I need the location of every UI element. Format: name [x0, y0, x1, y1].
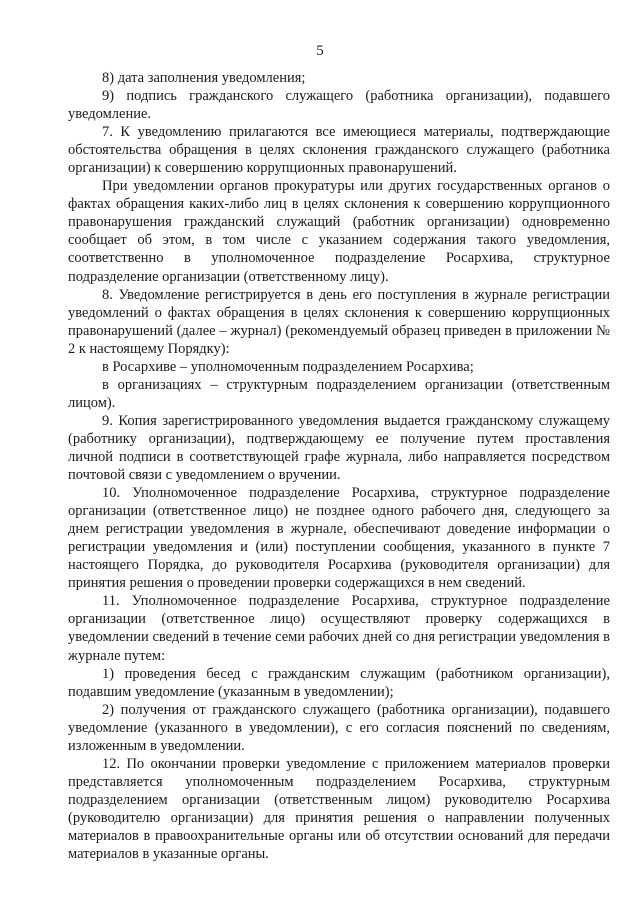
page-number: 5	[316, 43, 324, 59]
paragraph-item-9: 9) подпись гражданского служащего (работника организации), подавшего уведомление.	[68, 88, 610, 123]
paragraph-item-1-conversations: 1) проведения бесед с гражданским служащим (работником организации), подавшим уведомление (указанным в уведомлении);	[68, 665, 610, 700]
paragraph-clause-7: 7. К уведомлению прилагаются все имеющиеся материалы, подтверждающие обстоятельства обращения в целях склонения гражданского служащего (работника организации) к совершению коррупционных правонарушений.	[68, 124, 610, 177]
paragraph-clause-12: 12. По окончании проверки уведомление с приложением материалов проверки представляется уполномоченным подразделением Росархива, структурным подразделением организации (ответственным лицом) руководителю Росархива (руководителю организации) для принятия решения о направлении полученных материалов в правоохранительные органы или об отсутствии оснований для передачи материалов в указанные органы.	[68, 755, 610, 863]
paragraph-clause-10: 10. Уполномоченное подразделение Росархива, структурное подразделение организации (ответственное лицо) не позднее одного рабочего дня, следующего за днем регистрации уведомления в журнале, обеспечивают доведение информации о регистрации уведомления и (или) поступлении сообщения, указанного в пункте 7 настоящего Порядка, до руководителя Росархива (руководителя организации) для принятия решения о проведении проверки содержащихся в нем сведений.	[68, 485, 610, 592]
paragraph-clause-11: 11. Уполномоченное подразделение Росархива, структурное подразделение организации (ответственное лицо) осуществляют проверку содержащихся в уведомлении сведений в течение семи рабочих дней со дня регистрации уведомления в журнале путем:	[68, 593, 610, 664]
paragraph-clause-9: 9. Копия зарегистрированного уведомления выдается гражданскому служащему (работнику организации), подтверждающему ее получение путем проставления личной подписи в соответствующей графе журнала, либо направляется посредством почтовой связи с уведомлением о вручении.	[68, 412, 610, 484]
paragraph-prosecutor-notice: При уведомлении органов прокуратуры или других государственных органов о фактах обращения каких-либо лиц в целях склонения к совершению коррупционного правонарушения гражданский служащий (работник организации) одновременно сообщает об этом, в том числе с указанием содержания такого уведомления, соответственно в уполномоченное подразделение Росархива, структурное подразделение организации (ответственному лицу).	[68, 178, 610, 285]
paragraph-item-8: 8) дата заполнения уведомления;	[102, 70, 306, 86]
paragraph-organizations: в организациях – структурным подразделением организации (ответственным лицом).	[68, 376, 610, 411]
paragraph-rosarchiv: в Росархиве – уполномоченным подразделением Росархива;	[102, 358, 474, 375]
paragraph-item-2-explanations: 2) получения от гражданского служащего (работника организации), подавшего уведомление (указанного в уведомлении), с его согласия пояснений по сведениям, изложенным в уведомлении.	[68, 701, 610, 754]
document-body	[68, 69, 610, 863]
paragraph-clause-8: 8. Уведомление регистрируется в день его поступления в журнале регистрации уведомлений о фактах обращения в целях склонения к совершению коррупционных правонарушений (далее – журнал) (рекомендуемый образец приведен в приложении № 2 к настоящему Порядку):	[68, 286, 610, 357]
